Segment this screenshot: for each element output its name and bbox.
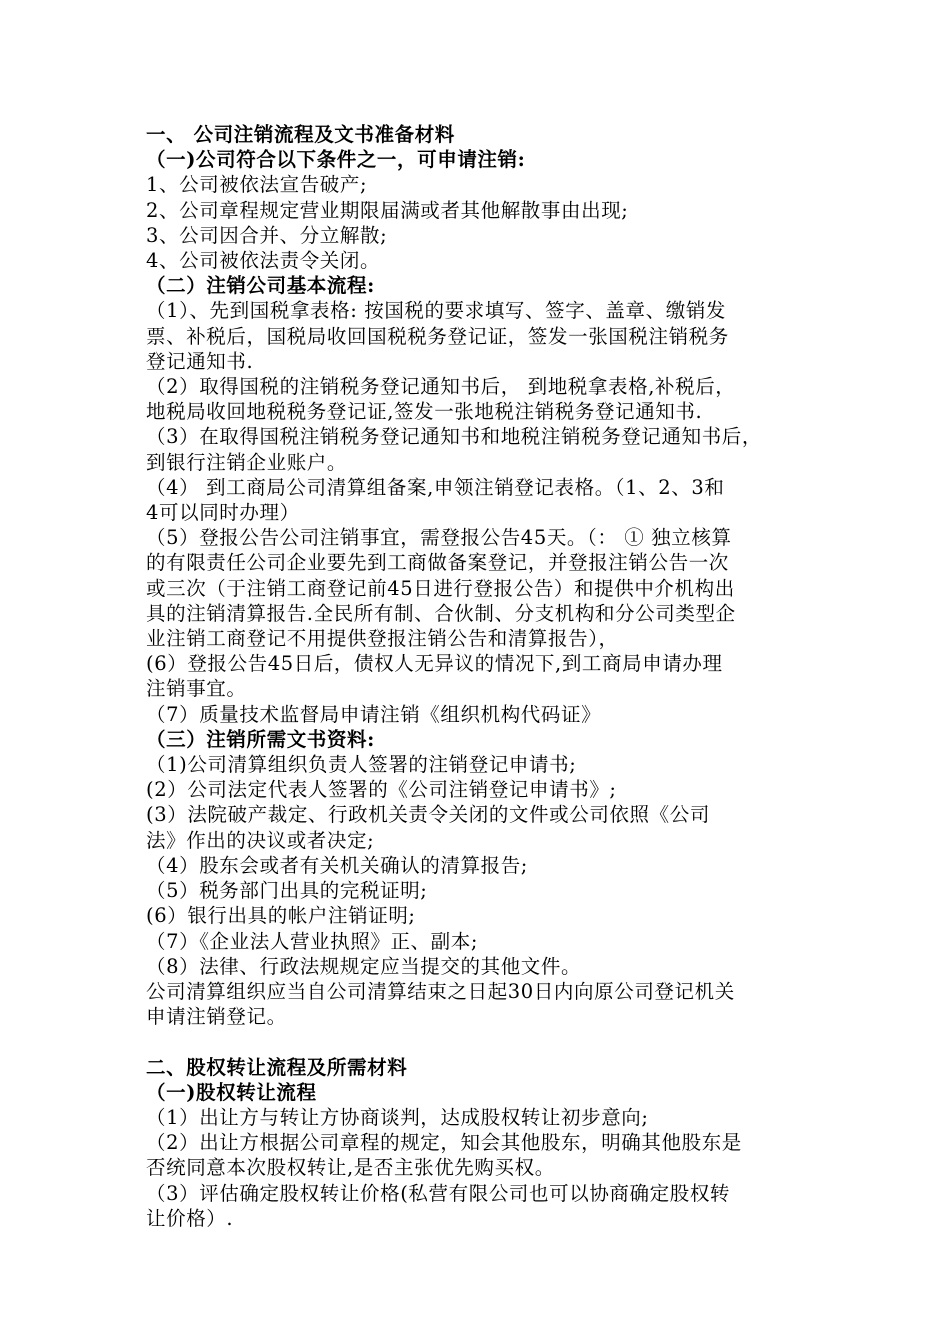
- section-heading: 二、股权转让流程及所需材料: [146, 1055, 408, 1079]
- section-heading: （三）注销所需文书资料:: [146, 727, 375, 751]
- text-line: （7）《企业法人营业执照》正、副本;: [146, 929, 479, 953]
- text-line: 2、公司章程规定营业期限届满或者其他解散事由出现;: [146, 198, 629, 222]
- text-line: (6）银行出具的帐户注销证明;: [146, 904, 416, 928]
- text-line: （4） 到工商局公司清算组备案,申领注销登记表格。（1、2、3和: [146, 475, 725, 499]
- text-line: 注销事宜。: [146, 677, 247, 701]
- text-line: (3）法院破产裁定、行政机关责令关闭的文件或公司依照《公司: [146, 803, 710, 827]
- text-line: （5）登报公告公司注销事宜，需登报公告45天。（： ① 独立核算: [146, 526, 732, 550]
- text-line: 的有限责任公司企业要先到工商做备案登记，并登报注销公告一次: [146, 551, 729, 575]
- text-line: （1）、先到国税拿表格: 按国税的要求填写、签字、盖章、缴销发: [146, 299, 727, 323]
- text-line: 1、公司被依法宣告破产;: [146, 173, 368, 197]
- text-line: （2）出让方根据公司章程的规定，知会其他股东，明确其他股东是: [146, 1131, 742, 1155]
- text-line: 法》作出的决议或者决定;: [146, 828, 375, 852]
- text-line: （2）取得国税的注销税务登记通知书后， 到地税拿表格,补税后，: [146, 375, 736, 399]
- text-line: （3）评估确定股权转让价格(私营有限公司也可以协商确定股权转: [146, 1181, 731, 1205]
- text-line: 申请注销登记。: [146, 1005, 287, 1029]
- text-line: 地税局收回地税税务登记证,签发一张地税注销税务登记通知书.: [146, 400, 703, 424]
- text-line: 具的注销清算报告.全民所有制、合伙制、分支机构和分公司类型企: [146, 601, 736, 625]
- text-line: 4可以同时办理）: [146, 501, 300, 525]
- text-line: 业注销工商登记不用提供登报注销公告和清算报告），: [146, 627, 619, 651]
- text-line: （7）质量技术监督局申请注销《组织机构代码证》: [146, 702, 602, 726]
- section-heading: （一)股权转让流程: [146, 1080, 317, 1104]
- text-line: (2）公司法定代表人签署的《公司注销登记申请书》;: [146, 778, 617, 802]
- text-line: 4、公司被依法责令关闭。: [146, 249, 381, 273]
- blank-line: [146, 1029, 822, 1054]
- text-line: 登记通知书.: [146, 349, 254, 373]
- section-heading: （二）注销公司基本流程:: [146, 274, 375, 298]
- document-body: [146, 122, 822, 1231]
- section-heading: 一、 公司注销流程及文书准备材料: [146, 123, 455, 146]
- text-line: 或三次（于注销工商登记前45日进行登报公告）和提供中介机构出: [146, 576, 735, 600]
- text-line: 票、补税后，国税局收回国税税务登记证，签发一张国税注销税务: [146, 324, 729, 348]
- text-line: （4）股东会或者有关机关确认的清算报告;: [146, 853, 528, 877]
- text-line: （5）税务部门出具的完税证明;: [146, 879, 428, 903]
- text-line: 让价格）.: [146, 1206, 234, 1230]
- section-heading: （一)公司符合以下条件之一，可申请注销:: [146, 148, 526, 172]
- text-line: （3）在取得国税注销税务登记通知书和地税注销税务登记通知书后，: [146, 425, 763, 449]
- text-line: 3、公司因合并、分立解散;: [146, 223, 388, 247]
- text-line: （8）法律、行政法规规定应当提交的其他文件。: [146, 954, 582, 978]
- text-line: 否统同意本次股权转让,是否主张优先购买权。: [146, 1156, 555, 1180]
- text-line: （1）出让方与转让方协商谈判，达成股权转让初步意向;: [146, 1105, 649, 1129]
- text-line: (6）登报公告45日后，债权人无异议的情况下,到工商局申请办理: [146, 652, 723, 676]
- text-line: 到银行注销企业账户。: [146, 450, 348, 474]
- text-line: 公司清算组织应当自公司清算结束之日起30日内向原公司登记机关: [146, 979, 735, 1003]
- text-line: （1)公司清算组织负责人签署的注销登记申请书;: [146, 753, 577, 777]
